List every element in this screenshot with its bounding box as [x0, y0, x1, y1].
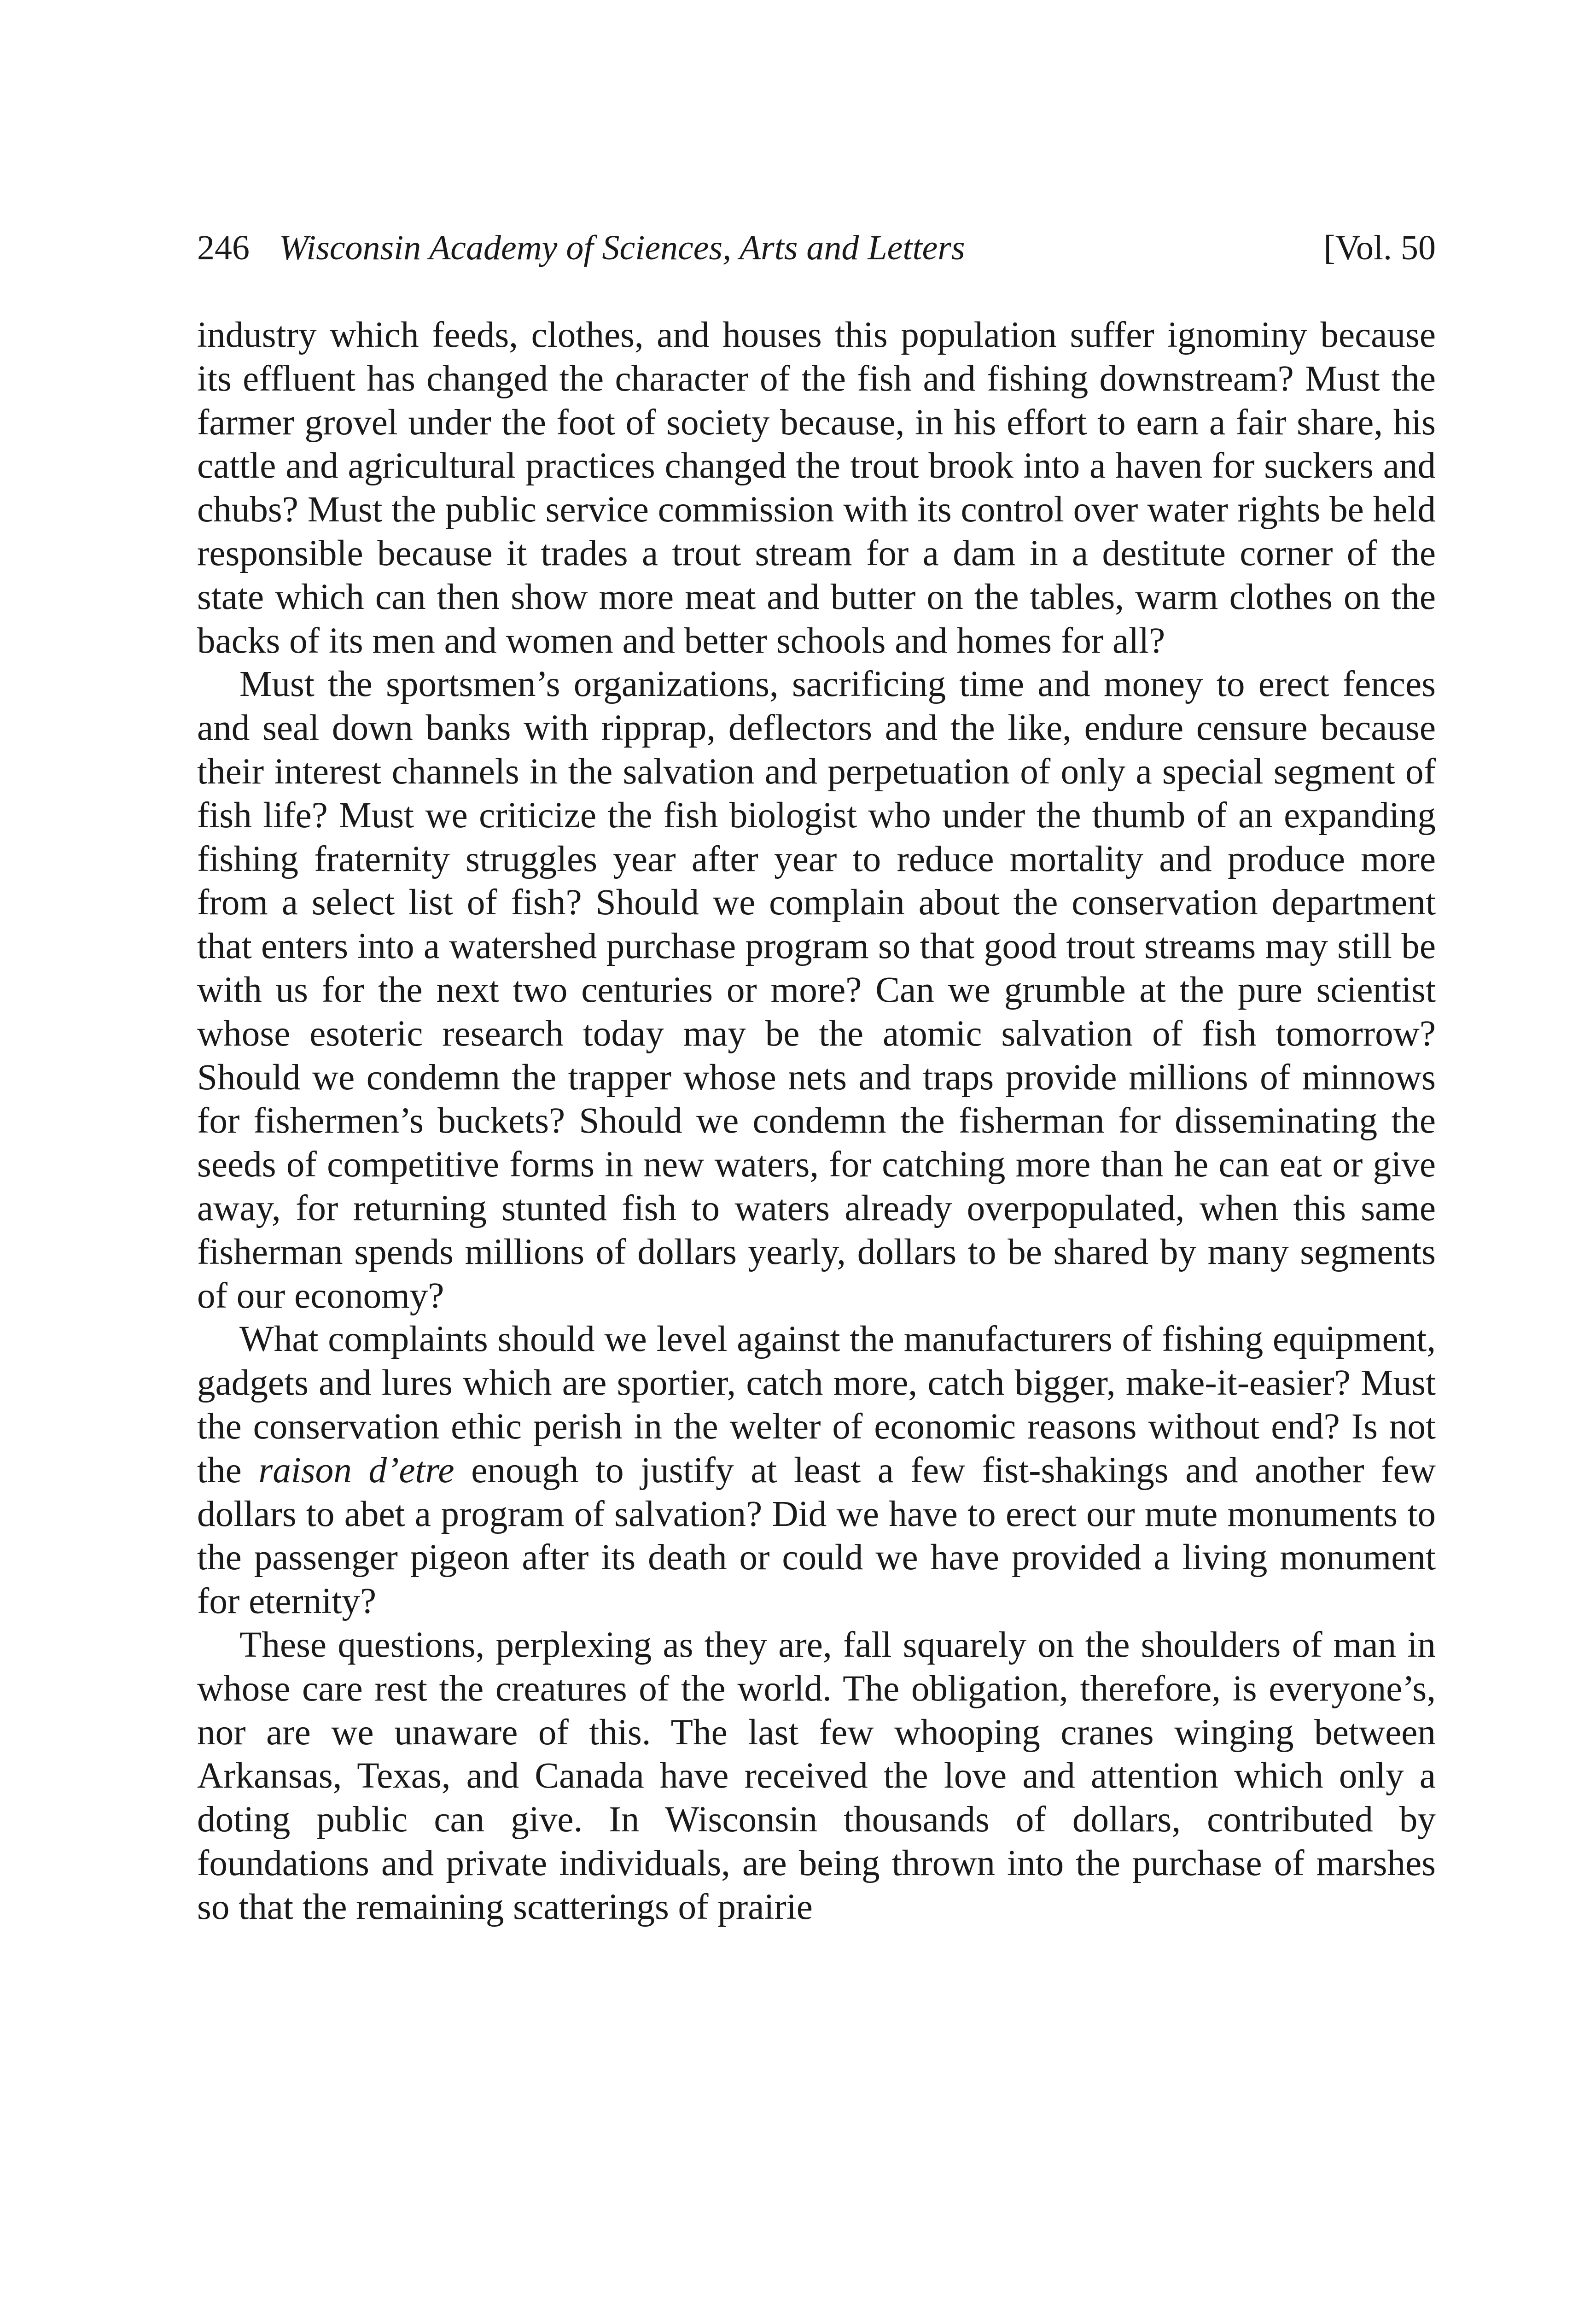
document-page — [197, 230, 1436, 1929]
paragraph-sportsmen: Must the sportsmen’s organizations, sacrificing time and money to erect fences and seal down banks with ripprap, deflectors and the like, endure censure because their interest channels in the salvation and perpetuation of only a special segment of fish life? Must we criticize the fish biologist who under the thumb of an expanding fishing fraternity struggles year after year to reduce mortality and produce more from a select list of fish? Should we complain about the conservation department that enters into a watershed purchase program so that good trout streams may still be with us for the next two centuries or more? Can we grumble at the pure scientist whose esoteric research today may be the atomic salvation of fish tomorrow? Should we condemn the trapper whose nets and traps provide millions of minnows for fishermen’s buckets? Should we condemn the fisherman for disseminating the seeds of competitive forms in new waters, for catching more than he can eat or give away, for returning stunted fish to waters already overpopulated, when this same fisherman spends millions of dollars yearly, dollars to be shared by many segments of our economy? — [197, 664, 1436, 1316]
journal-title: Wisconsin Academy of Sciences, Arts and Letters — [279, 228, 965, 267]
volume-label: [Vol. 50 — [1323, 228, 1436, 267]
paragraph-text-after: enough to justify at least a few fist-shakings and another few dollars to abet a program of salvation? Did we have to erect our mute monuments to the passenger pigeon after its death or could we have provided a living monument for eternity? — [197, 1450, 1436, 1622]
running-head — [197, 230, 1436, 276]
italic-phrase: raison d’etre — [258, 1450, 454, 1491]
page-number: 246 — [197, 228, 250, 267]
paragraph-text-before: What complaints should we level against the manufacturers of fishing equipment, gadgets and lures which are sportier, catch more, catch bigger, make-it-easier? Must the conservation ethic perish in the welter of economic reasons without end? Is not the — [197, 1319, 1436, 1491]
paragraph-continued: industry which feeds, clothes, and houses this population suffer ignominy because its effluent has changed the character of the fish and fishing downstream? Must the farmer grovel under the foot of society because, in his effort to earn a fair share, his cattle and agricultural practices changed the trout brook into a haven for suckers and chubs? Must the public service commission with its control over water rights be held responsible because it trades a trout stream for a dam in a destitute corner of the state which can then show more meat and butter on the tables, warm clothes on the backs of its men and women and better schools and homes for all? — [197, 315, 1436, 661]
paragraph-questions: These questions, perplexing as they are, fall squarely on the shoulders of man in whose care rest the creatures of the world. The obligation, therefore, is everyone’s, nor are we unaware of this. The last few whooping cranes winging between Arkansas, Texas, and Canada have received the love and attention which only a doting public can give. In Wisconsin thousands of dollars, contributed by foundations and private individuals, are being thrown into the purchase of marshes so that the remaining scatterings of prairie — [197, 1624, 1436, 1927]
paragraph-manufacturers — [197, 1317, 1436, 1623]
body-text — [197, 313, 1436, 1929]
